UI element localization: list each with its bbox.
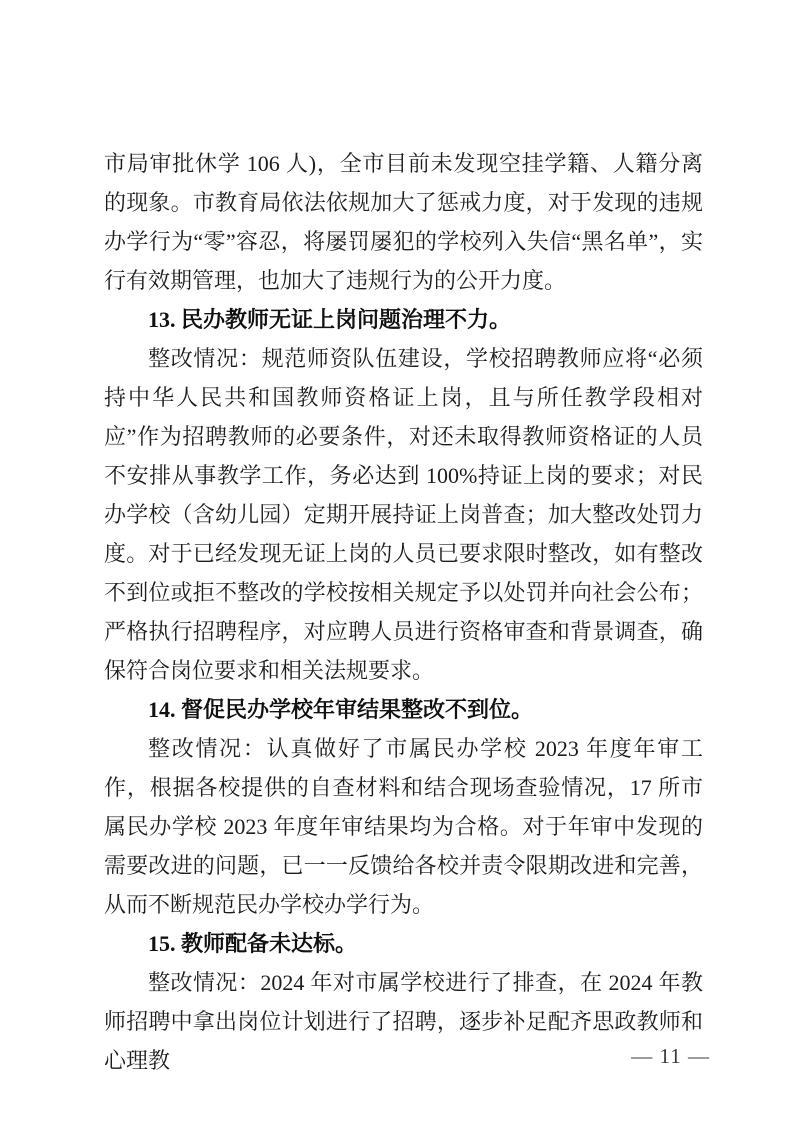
document-body xyxy=(104,144,703,1080)
section-heading-13: 13. 民办教师无证上岗问题治理不力。 xyxy=(148,307,512,332)
paragraph-section-13: 整改情况：规范师资队伍建设，学校招聘教师应将“必须持中华人民共和国教师资格证上岗，且与所任教学段相对应”作为招聘教师的必要条件，对还未取得教师资格证的人员不安排从事教学工作，务必达到 100%持证上岗的要求；对民办学校（含幼儿园）定期开展持证上岗普查；加大整改处罚力度。对于已经发现无证上岗的人员已要求限时整改，如有整改不到位或拒不整改的学校按相关规定予以处罚并向社会公布；严格执行招聘程序，对应聘人员进行资格审查和背景调查，确保符合岗位要求和相关法规要求。 xyxy=(104,346,703,683)
paragraph-section-15: 整改情况：2024 年对市属学校进行了排查，在 2024 年教师招聘中拿出岗位计划进行了招聘，逐步补足配齐思政教师和心理教 xyxy=(104,970,703,1073)
section-heading-14: 14. 督促民办学校年审结果整改不到位。 xyxy=(148,697,534,722)
paragraph-continuation: 市局审批休学 106 人)，全市目前未发现空挂学籍、人籍分离的现象。市教育局依法依规加大了惩戒力度，对于发现的违规办学行为“零”容忍，将屡罚屡犯的学校列入失信“黑名单”，实行有效期管理，也加大了违规行为的公开力度。 xyxy=(104,151,703,293)
paragraph-section-14: 整改情况：认真做好了市属民办学校 2023 年度年审工作，根据各校提供的自查材料和结合现场查验情况，17 所市属民办学校 2023 年度年审结果均为合格。对于年审中发现的需要改进的问题，已一一反馈给各校并责令限期改进和完善，从而不断规范民办学校办学行为。 xyxy=(104,736,703,917)
section-heading-15: 15. 教师配备未达标。 xyxy=(148,931,358,956)
page-number: — 11 — xyxy=(631,1044,710,1068)
page-footer xyxy=(104,1044,710,1069)
